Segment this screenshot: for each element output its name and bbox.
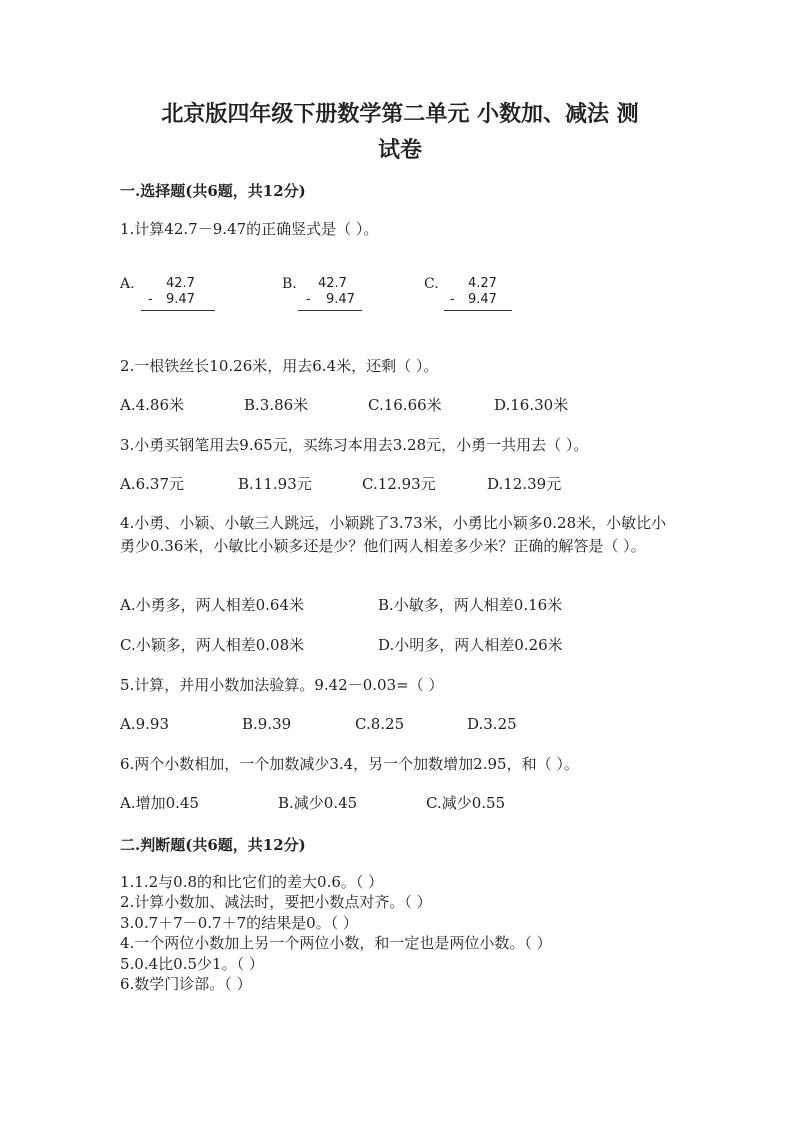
judge-item-2: 2.计算小数加、减法时，要把小数点对齐。（ ） [120,893,432,911]
question-2-option-b[interactable]: B.3.86米 [244,396,309,414]
question-3-option-a[interactable]: A.6.37元 [120,475,184,493]
question-3-option-d[interactable]: D.12.39元 [487,475,562,493]
option-a-bottom-number: 9.47 [166,292,195,307]
question-4-option-c[interactable]: C.小颖多，两人相差0.08米 [120,636,305,654]
question-2-option-a[interactable]: A.4.86米 [120,396,184,414]
question-3-option-c[interactable]: C.12.93元 [362,475,436,493]
question-6-text: 6.两个小数相加，一个加数减少3.4，另一个加数增加2.95，和（ ）。 [120,755,579,773]
option-b-underline [298,310,362,311]
question-5-text: 5.计算，并用小数加法验算。9.42－0.03=（ ） [120,676,444,694]
option-b-label: B. [282,276,297,292]
question-2-option-d[interactable]: D.16.30米 [494,396,569,414]
question-3-text: 3.小勇买钢笔用去9.65元，买练习本用去3.28元，小勇一共用去（ ）。 [120,436,589,454]
judge-item-5: 5.0.4比0.5少1。（ ） [120,955,264,973]
option-b-top-number: 42.7 [318,276,347,291]
option-a-minus-sign: - [148,292,153,307]
question-3-option-b[interactable]: B.11.93元 [238,475,312,493]
question-6-option-b[interactable]: B.减少0.45 [278,794,358,812]
judge-item-6: 6.数学门诊部。（ ） [120,975,252,993]
question-6-option-c[interactable]: C.减少0.55 [426,794,506,812]
question-5-option-c[interactable]: C.8.25 [355,715,405,733]
question-4-option-a[interactable]: A.小勇多，两人相差0.64米 [120,596,304,614]
section-heading-choice: 一.选择题(共6题，共12分) [120,182,306,200]
option-a-underline [141,310,215,311]
option-b-bottom-number: 9.47 [326,292,355,307]
judge-item-3: 3.0.7＋7－0.7＋7的结果是0。（ ） [120,914,358,932]
option-c-label: C. [424,276,439,292]
question-5-option-a[interactable]: A.9.93 [120,715,169,733]
question-5-option-d[interactable]: D.3.25 [467,715,517,733]
title-line-2: 试卷 [377,137,422,163]
judge-item-1: 1.1.2与0.8的和比它们的差大0.6。（ ） [120,873,384,891]
question-2-option-c[interactable]: C.16.66米 [368,396,442,414]
judge-item-4: 4.一个两位小数加上另一个两位小数，和一定也是两位小数。（ ） [120,934,552,952]
question-4-option-d[interactable]: D.小明多，两人相差0.26米 [378,636,563,654]
section-heading-true-false: 二.判断题(共6题，共12分) [120,836,306,854]
option-c-top-number: 4.27 [468,276,497,291]
option-a-label: A. [120,276,135,292]
question-5-option-b[interactable]: B.9.39 [242,715,292,733]
title-line-1: 北京版四年级下册数学第二单元 小数加、减法 测 [161,101,639,127]
option-c-bottom-number: 9.47 [468,292,497,307]
option-b-minus-sign: - [306,292,311,307]
question-6-option-a[interactable]: A.增加0.45 [120,794,199,812]
question-2-text: 2.一根铁丝长10.26米，用去6.4米，还剩（ ）。 [120,357,439,375]
option-c-minus-sign: - [450,292,455,307]
question-1-text: 1.计算42.7－9.47的正确竖式是（ ）。 [120,220,379,238]
option-a-top-number: 42.7 [166,276,195,291]
option-c-underline [444,310,512,311]
question-4-text: 4.小勇、小颖、小敏三人跳远，小颖跳了3.73米，小勇比小颖多0.28米，小敏比小勇少0.36米，小敏比小颖多还是少？他们两人相差多少米？正确的解答是（ ）。 [120,514,667,555]
question-4-option-b[interactable]: B.小敏多，两人相差0.16米 [378,596,563,614]
page-title [110,96,690,168]
